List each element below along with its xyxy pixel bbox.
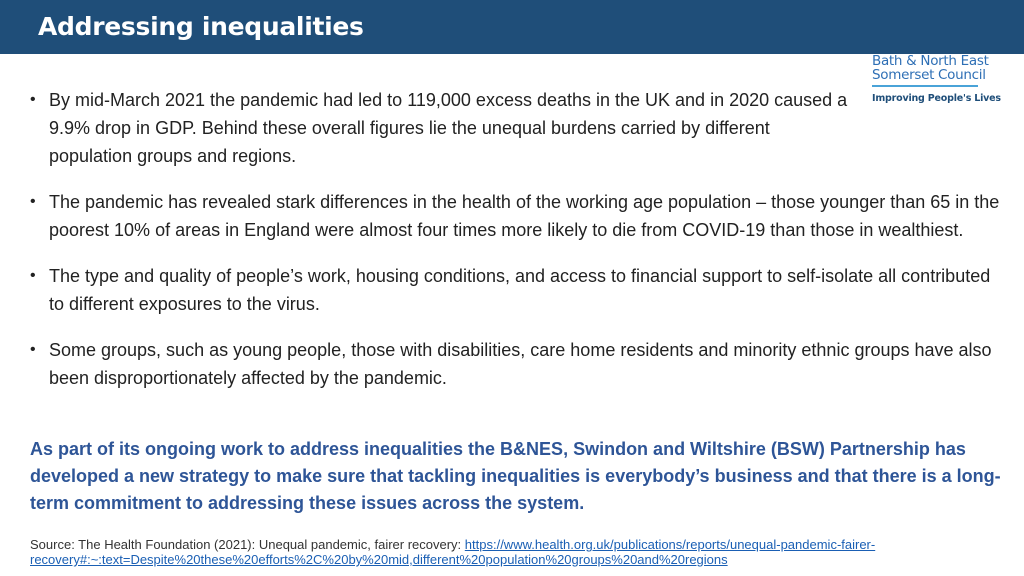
bullet-dot-icon: • <box>30 91 36 108</box>
source-link[interactable]: https://www.health.org.uk/publications/reports/unequal-pandemic-fairer-recovery#:~:text=Despite%20these%20efforts%2C%20by%20mid,different%20population%20groups%20and%20regions <box>30 537 876 567</box>
page-title: Addressing inequalities <box>38 12 364 41</box>
logo-tagline: Improving People's Lives <box>872 93 1001 104</box>
bullet-text: By mid-March 2021 the pandemic had led to 119,000 excess deaths in the UK and in 2020 caused a 9.9% drop in GDP. Behind these overall figures lie the unequal burdens carried by different population groups and regions. <box>49 90 848 166</box>
bullet-dot-icon: • <box>30 267 36 284</box>
bullet-item <box>30 262 1005 318</box>
bullet-dot-icon: • <box>30 341 36 358</box>
bullet-list <box>30 86 1005 410</box>
source-citation <box>30 537 1000 567</box>
bullet-dot-icon: • <box>30 193 36 210</box>
bullet-text: Some groups, such as young people, those with disabilities, care home residents and minority ethnic groups have also been disproportionately affected by the pandemic. <box>49 340 992 388</box>
bullet-item <box>30 86 849 170</box>
source-prefix: Source: The Health Foundation (2021): Unequal pandemic, fairer recovery: <box>30 537 465 552</box>
title-bar <box>0 0 1024 54</box>
logo-line-2: Somerset Council <box>872 67 986 83</box>
bullet-text: The type and quality of people’s work, housing conditions, and access to financial support to self-isolate all contributed to different exposures to the virus. <box>49 266 991 314</box>
logo-line-1: Bath & North East <box>872 53 989 69</box>
bullet-item <box>30 336 1005 392</box>
bullet-text: The pandemic has revealed stark differences in the health of the working age population – those younger than 65 in the poorest 10% of areas in England were almost four times more likely to die from COVID-19 than those in wealthiest. <box>49 192 1000 240</box>
strategy-statement: As part of its ongoing work to address inequalities the B&NES, Swindon and Wiltshire (BSW) Partnership has developed a new strategy to make sure that tackling inequalities is everybody’s business and that there is a long-term commitment to addressing these issues across the system. <box>30 439 1001 513</box>
bullet-item <box>30 188 1005 244</box>
